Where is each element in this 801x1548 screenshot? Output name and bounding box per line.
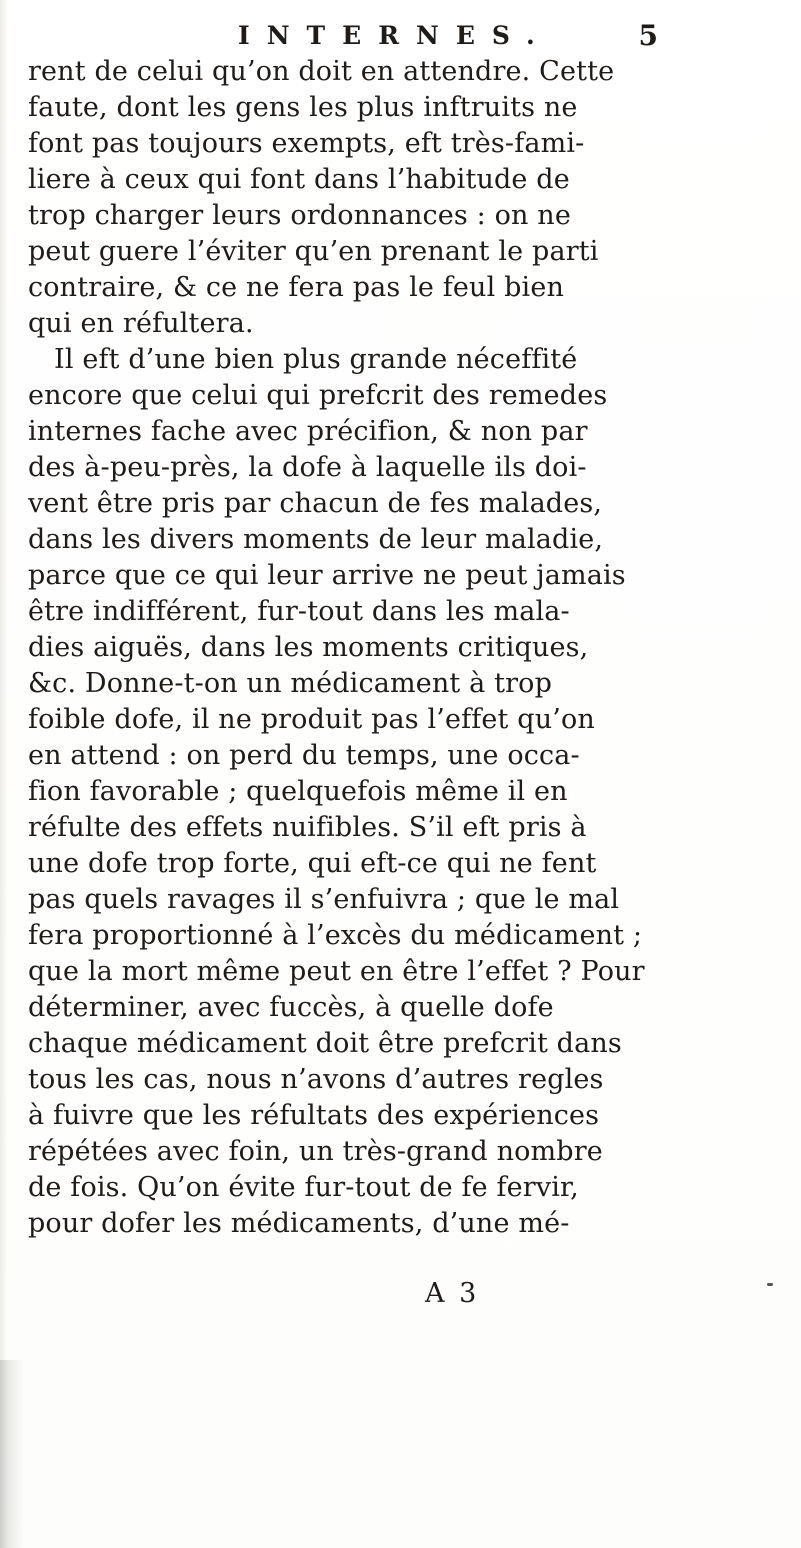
text-line: pas quels ravages il s’enfuivra ; que le mal <box>28 884 620 915</box>
text-line: fera proportionné à l’excès du médicament ; <box>28 920 643 951</box>
text-line: liere à ceux qui font dans l’habitude de <box>28 164 570 195</box>
text-line: à fuivre que les réfultats des expériences <box>28 1100 600 1131</box>
text-line: contraire, & ce ne fera pas le feul bien <box>28 272 564 303</box>
text-line: &c. Donne-t-on un médicament à trop <box>28 668 553 699</box>
text-line: foible dofe, il ne produit pas l’effet qu’on <box>28 704 595 735</box>
body-text <box>28 54 768 1242</box>
text-line: pour dofer les médicaments, d’une mé- <box>28 1208 570 1239</box>
text-line: répétées avec foin, un très-grand nombre <box>28 1136 603 1167</box>
text-line: encore que celui qui prefcrit des remedes <box>28 380 608 411</box>
bottom-binding-shadow <box>0 1360 24 1548</box>
text-line: fion favorable ; quelquefois même il en <box>28 776 568 807</box>
text-line: être indifférent, fur-tout dans les mala- <box>28 596 570 627</box>
text-line: chaque médicament doit être prefcrit dans <box>28 1028 622 1059</box>
text-line: en attend : on perd du temps, une occa- <box>28 740 580 771</box>
page-number: 5 <box>638 19 658 52</box>
running-head: INTERNES. <box>238 21 552 50</box>
paragraph-start-line: Il eft d’une bien plus grande néceffité <box>54 344 578 375</box>
text-line: internes fache avec précifion, & non par <box>28 416 588 447</box>
page-edge-shadow <box>0 0 8 1548</box>
text-line: de fois. Qu’on évite fur-tout de fe fervir, <box>28 1172 579 1203</box>
text-line: qui en réfultera. <box>28 308 254 339</box>
text-line: des à-peu-près, la dofe à laquelle ils doi- <box>28 452 587 483</box>
text-line: tous les cas, nous n’avons d’autres regles <box>28 1064 604 1095</box>
text-line: peut guere l’éviter qu’en prenant le parti <box>28 236 599 267</box>
text-line: faute, dont les gens les plus inftruits ne <box>28 92 578 123</box>
text-line: une dofe trop forte, qui eft-ce qui ne fent <box>28 848 597 879</box>
page-header <box>238 14 658 58</box>
text-line: rent de celui qu’on doit en attendre. Cette <box>28 56 615 87</box>
text-line: trop charger leurs ordonnances : on ne <box>28 200 571 231</box>
text-line: vent être pris par chacun de fes malades, <box>28 488 603 519</box>
text-line: parce que ce qui leur arrive ne peut jamais <box>28 560 626 591</box>
text-line: font pas toujours exempts, eft très-fami- <box>28 128 585 159</box>
text-line: réfulte des effets nuifibles. S’il eft pris à <box>28 812 587 843</box>
text-line: que la mort même peut en être l’effet ? Pour <box>28 956 645 987</box>
signature-mark: A 3 <box>425 1278 480 1309</box>
text-line: déterminer, avec fuccès, à quelle dofe <box>28 992 554 1023</box>
margin-dash <box>767 1283 773 1286</box>
text-line: dies aiguës, dans les moments critiques, <box>28 632 589 663</box>
text-line: dans les divers moments de leur maladie, <box>28 524 604 555</box>
